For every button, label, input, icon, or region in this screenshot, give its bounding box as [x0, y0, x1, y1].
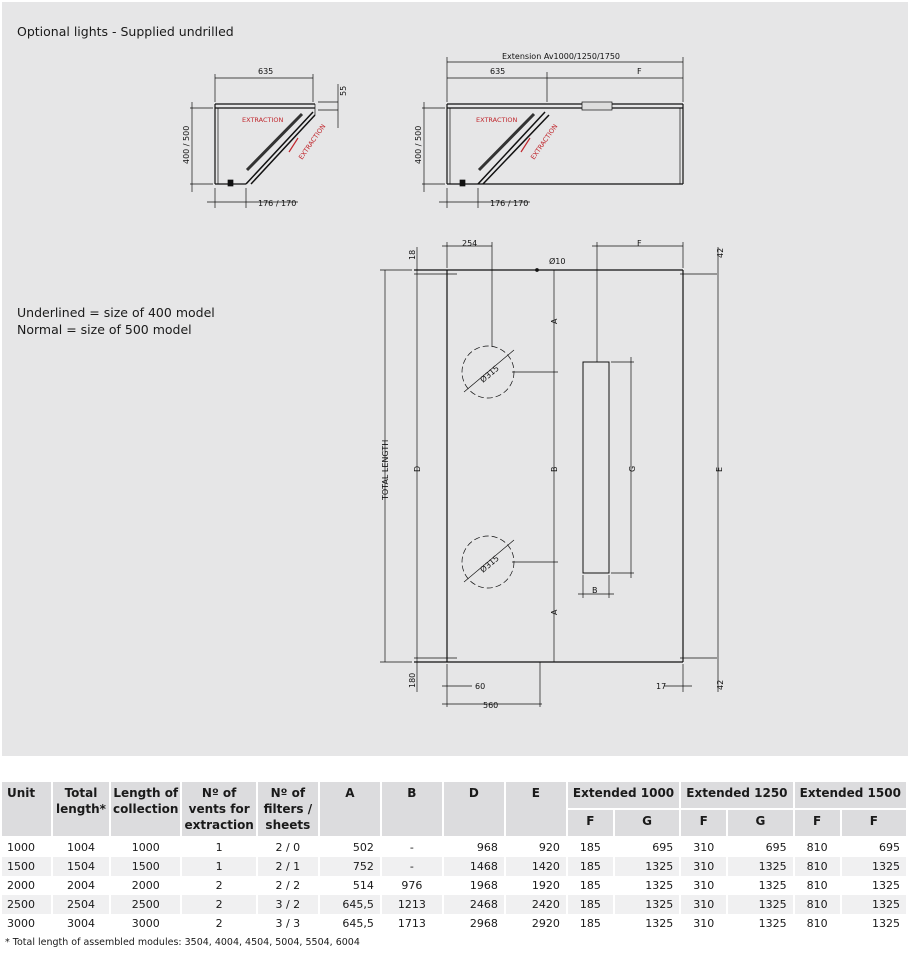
sec1-extraction-arrow: [289, 138, 298, 152]
cell-vents: 2: [181, 895, 256, 914]
header-ext1250-f: F: [680, 809, 727, 837]
table-row: [2, 857, 907, 876]
cell-a: 514: [319, 876, 381, 895]
cell-ext1500-f: 810: [794, 895, 841, 914]
cell-ext1000-f: 185: [567, 914, 614, 933]
header-extended-1000: Extended 1000: [567, 782, 680, 809]
cell-filters: 2 / 2: [257, 876, 319, 895]
cell-ext1000-f: 185: [567, 837, 614, 857]
cell-vents: 2: [181, 876, 256, 895]
plan-b-small-label: B: [592, 586, 598, 595]
drawing-svg: [2, 2, 908, 756]
header-filters: Nº of filters / sheets: [257, 782, 319, 837]
plan-17-label: 17: [656, 682, 667, 691]
cell-ext1250-f: 310: [680, 837, 727, 857]
cell-a: 752: [319, 857, 381, 876]
cell-vents: 1: [181, 837, 256, 857]
cell-ext1250-f: 310: [680, 914, 727, 933]
cell-e: 2420: [505, 895, 567, 914]
header-ext1000-g: G: [614, 809, 680, 837]
cell-d: 2968: [443, 914, 505, 933]
cell-vents: 2: [181, 914, 256, 933]
cell-e: 2920: [505, 914, 567, 933]
plan-254-label: 254: [462, 239, 478, 248]
table-row: [2, 837, 907, 857]
plan-e-label: E: [715, 466, 724, 472]
sec1-extraction-arrow-label: EXTRACTION: [297, 122, 328, 162]
cell-total-length: 2504: [52, 895, 110, 914]
sec2-extension-label: Extension Av1000/1250/1750: [502, 52, 621, 61]
header-a: A: [319, 782, 381, 837]
cell-ext1000-g: 1325: [614, 857, 680, 876]
cell-d: 968: [443, 837, 505, 857]
legend-underlined: Underlined = size of 400 model: [17, 305, 215, 320]
sec2-f-label: F: [637, 67, 642, 76]
cell-d: 2468: [443, 895, 505, 914]
header-ext1500-f2: F: [841, 809, 907, 837]
cell-length-collection: 3000: [110, 914, 181, 933]
plan-view: [380, 242, 718, 707]
plan-circle-2-label: Ø315: [478, 553, 501, 575]
cell-unit: 2500: [2, 895, 52, 914]
cell-ext1500-f: 810: [794, 914, 841, 933]
cell-unit: 1500: [2, 857, 52, 876]
header-ext1500-f: F: [794, 809, 841, 837]
cell-filters: 2 / 0: [257, 837, 319, 857]
plan-42-top-label: 42: [716, 247, 725, 258]
cell-b: 1213: [381, 895, 443, 914]
cell-unit: 3000: [2, 914, 52, 933]
cell-ext1500-f2: 1325: [841, 914, 907, 933]
cell-total-length: 2004: [52, 876, 110, 895]
cell-a: 645,5: [319, 914, 381, 933]
cell-length-collection: 1500: [110, 857, 181, 876]
header-length-collection: Length of collection: [110, 782, 181, 837]
cell-ext1250-g: 1325: [727, 876, 793, 895]
plan-b-label: B: [550, 466, 559, 472]
cell-unit: 1000: [2, 837, 52, 857]
plan-560-label: 560: [483, 701, 499, 710]
technical-drawing-panel: [2, 2, 908, 756]
cell-total-length: 1504: [52, 857, 110, 876]
header-extended-1500: Extended 1500: [794, 782, 907, 809]
cell-a: 645,5: [319, 895, 381, 914]
cell-ext1250-g: 1325: [727, 914, 793, 933]
cell-length-collection: 2500: [110, 895, 181, 914]
header-total-length: Total length*: [52, 782, 110, 837]
cell-d: 1468: [443, 857, 505, 876]
header-b: B: [381, 782, 443, 837]
cell-filters: 3 / 3: [257, 914, 319, 933]
cell-filters: 3 / 2: [257, 895, 319, 914]
header-ext1250-g: G: [727, 809, 793, 837]
sec1-top-label: 55: [339, 85, 348, 96]
cell-ext1000-f: 185: [567, 857, 614, 876]
plan-d10-label: Ø10: [549, 257, 566, 266]
plan-d-label: D: [413, 465, 422, 472]
cell-total-length: 1004: [52, 837, 110, 857]
cell-ext1000-g: 1325: [614, 895, 680, 914]
cell-total-length: 3004: [52, 914, 110, 933]
sec2-extraction-arrow-label: EXTRACTION: [529, 122, 560, 162]
cell-filters: 2 / 1: [257, 857, 319, 876]
table-footnote: * Total length of assembled modules: 3504, 4004, 4504, 5004, 5504, 6004: [5, 937, 360, 948]
plan-60-label: 60: [475, 682, 486, 691]
header-d: D: [443, 782, 505, 837]
table-row: [2, 914, 907, 933]
cell-ext1250-f: 310: [680, 895, 727, 914]
cell-unit: 2000: [2, 876, 52, 895]
cell-ext1250-g: 1325: [727, 857, 793, 876]
cell-a: 502: [319, 837, 381, 857]
cell-d: 1968: [443, 876, 505, 895]
sec1-bottom-label: 176 / 170: [258, 199, 297, 208]
cell-b: 976: [381, 876, 443, 895]
cell-ext1000-g: 695: [614, 837, 680, 857]
cell-e: 1420: [505, 857, 567, 876]
cell-ext1250-g: 1325: [727, 895, 793, 914]
header-unit: Unit: [2, 782, 52, 837]
specification-table: [2, 782, 908, 933]
cell-ext1000-g: 1325: [614, 876, 680, 895]
sec2-bottom-label: 176 / 170: [490, 199, 529, 208]
table-row: [2, 876, 907, 895]
header-ext1000-f: F: [567, 809, 614, 837]
sec1-width-label: 635: [258, 67, 274, 76]
plan-180-label: 180: [408, 672, 417, 688]
cell-b: -: [381, 857, 443, 876]
cell-ext1000-f: 185: [567, 876, 614, 895]
cell-ext1000-f: 185: [567, 895, 614, 914]
sec2-side-label: 400 / 500: [414, 125, 423, 164]
header-e: E: [505, 782, 567, 837]
plan-a-bottom-label: A: [550, 609, 559, 615]
cell-b: -: [381, 837, 443, 857]
drawing-title: Optional lights - Supplied undrilled: [17, 24, 234, 39]
cell-length-collection: 2000: [110, 876, 181, 895]
cell-length-collection: 1000: [110, 837, 181, 857]
cell-ext1500-f: 810: [794, 857, 841, 876]
cell-e: 920: [505, 837, 567, 857]
cell-ext1250-f: 310: [680, 857, 727, 876]
cell-vents: 1: [181, 857, 256, 876]
cell-ext1500-f: 810: [794, 876, 841, 895]
table-row: [2, 895, 907, 914]
specification-table-body: [2, 837, 907, 933]
plan-f-label: F: [637, 239, 642, 248]
plan-total-length-label: TOTAL LENGTH: [381, 439, 390, 500]
cell-ext1500-f2: 695: [841, 837, 907, 857]
plan-circle-1-label: Ø315: [478, 363, 501, 385]
cell-ext1500-f2: 1325: [841, 895, 907, 914]
cell-ext1250-g: 695: [727, 837, 793, 857]
cell-ext1500-f: 810: [794, 837, 841, 857]
sec2-width-label: 635: [490, 67, 506, 76]
header-extended-1250: Extended 1250: [680, 782, 793, 809]
cell-ext1500-f2: 1325: [841, 857, 907, 876]
cell-ext1250-f: 310: [680, 876, 727, 895]
cell-b: 1713: [381, 914, 443, 933]
cell-e: 1920: [505, 876, 567, 895]
plan-18-label: 18: [408, 249, 417, 260]
cell-ext1000-g: 1325: [614, 914, 680, 933]
plan-a-top-label: A: [550, 318, 559, 324]
sec1-side-label: 400 / 500: [182, 125, 191, 164]
sec2-extraction-label: EXTRACTION: [476, 116, 518, 124]
plan-g-label: G: [628, 465, 637, 472]
header-vents: Nº of vents for extraction: [181, 782, 256, 837]
sec1-extraction-label: EXTRACTION: [242, 116, 284, 124]
legend-normal: Normal = size of 500 model: [17, 322, 192, 337]
plan-42-bottom-label: 42: [716, 679, 725, 690]
cell-ext1500-f2: 1325: [841, 876, 907, 895]
